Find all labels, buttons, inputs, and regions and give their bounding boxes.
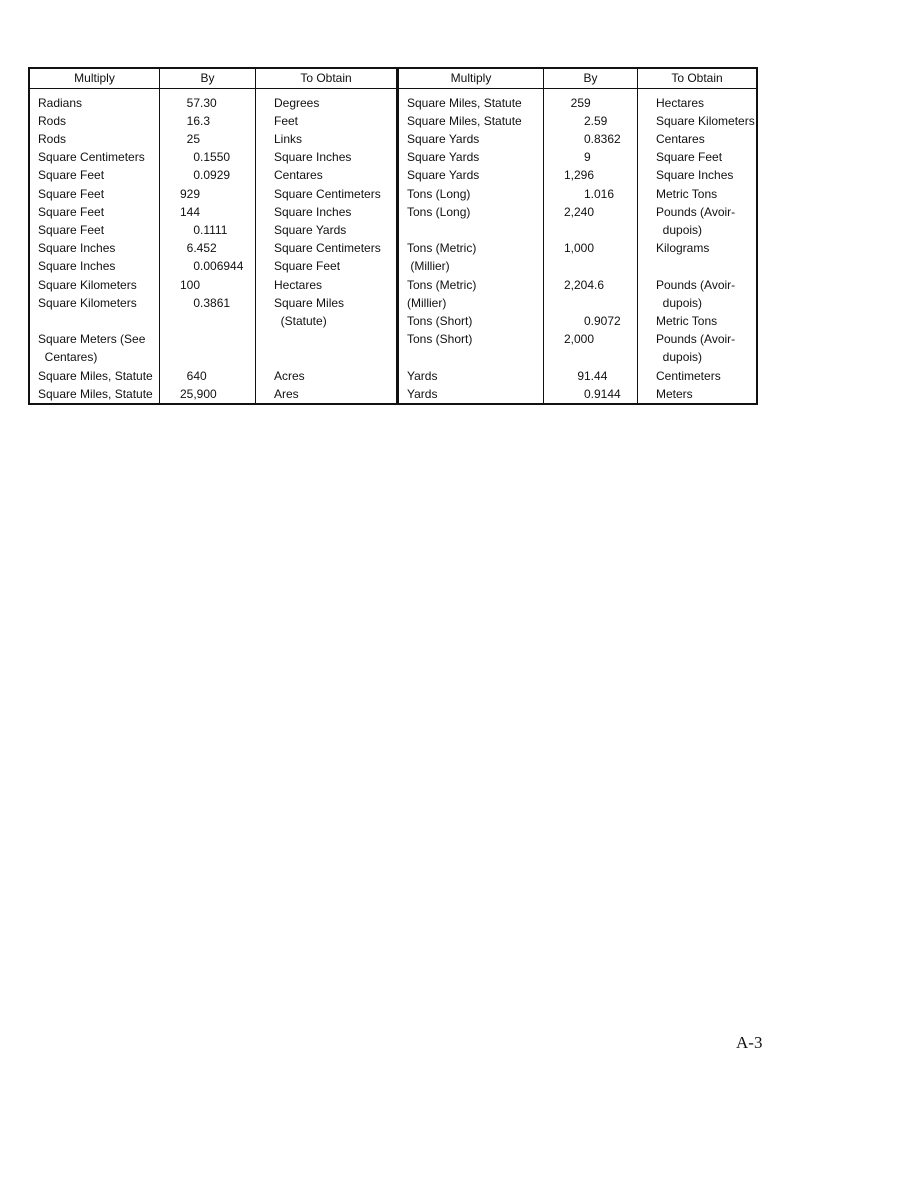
table-left-half: [30, 69, 399, 403]
multiply-cell: Tons (Short): [407, 313, 473, 328]
multiply-cell: Square Feet: [38, 168, 105, 183]
by-cell: 1,296: [564, 168, 595, 183]
by-cell: 1.016: [564, 186, 615, 201]
header-row-right: [399, 69, 756, 89]
to-obtain-cell: Square Centimeters: [274, 241, 381, 256]
to-obtain-cell: Metric Tons: [656, 186, 718, 201]
to-obtain-cell: Square Inches: [274, 150, 352, 165]
to-obtain-cell: Square Feet: [656, 150, 723, 165]
to-obtain-cell: Ares: [274, 386, 299, 401]
multiply-cell: Yards: [407, 368, 438, 383]
multiply-cell: Square Feet: [38, 186, 105, 201]
to-obtain-cell: Acres: [274, 368, 305, 383]
by-cell: [160, 312, 255, 330]
to-obtain-cell: Meters: [656, 386, 693, 401]
header-by-left: By: [160, 69, 256, 88]
to-obtain-cell: dupois): [656, 350, 703, 365]
by-cell: 0.006944: [180, 259, 244, 274]
multiply-cell: Square Feet: [38, 204, 105, 219]
by-cell: 25: [180, 131, 201, 146]
to-obtain-cell: Links: [274, 131, 303, 146]
by-cell: 100: [180, 277, 201, 292]
multiply-cell: Square Inches: [38, 259, 116, 274]
by-cell: 25,900: [180, 386, 217, 401]
by-cell: 0.1111: [180, 222, 228, 237]
to-obtain-cell: Pounds (Avoir-: [656, 332, 736, 347]
multiply-cell: Tons (Short): [407, 332, 473, 347]
by-cell: [544, 294, 637, 312]
to-obtain-cell: dupois): [656, 295, 703, 310]
by-cell: 9: [564, 150, 591, 165]
multiply-cell: Square Miles, Statute: [407, 95, 522, 110]
multiply-cell: Square Meters (See: [38, 332, 146, 347]
to-obtain-cell: Feet: [274, 113, 299, 128]
header-row-left: [30, 69, 396, 89]
by-cell: [160, 348, 255, 366]
multiply-cell: Tons (Long): [407, 186, 471, 201]
to-obtain-cell: [638, 257, 756, 275]
by-cell: 2,000: [564, 332, 595, 347]
to-obtain-cell: Kilograms: [656, 241, 710, 256]
page-number: A-3: [736, 1033, 763, 1052]
by-cell: 144: [180, 204, 201, 219]
by-cell: [160, 330, 255, 348]
multiply-cell: Square Yards: [407, 150, 480, 165]
multiply-cell: Square Yards: [407, 131, 480, 146]
by-cell: 6.452: [180, 241, 217, 256]
by-cell: 2,204.6: [564, 277, 605, 292]
column-by-left: [160, 89, 256, 403]
multiply-cell: Tons (Metric): [407, 241, 477, 256]
to-obtain-cell: Degrees: [274, 95, 320, 110]
by-cell: 0.9144: [564, 386, 621, 401]
by-cell: 640: [180, 368, 207, 383]
by-cell: 0.9072: [564, 313, 621, 328]
by-cell: 0.0929: [180, 168, 231, 183]
multiply-cell: Square Centimeters: [38, 150, 145, 165]
header-by-right: By: [544, 69, 638, 88]
to-obtain-cell: [256, 330, 396, 348]
to-obtain-cell: Centimeters: [656, 368, 721, 383]
multiply-cell: Tons (Metric): [407, 277, 477, 292]
multiply-cell: [399, 348, 543, 366]
multiply-cell: Rods: [38, 131, 67, 146]
multiply-cell: Square Yards: [407, 168, 480, 183]
by-cell: 2.59: [564, 113, 608, 128]
multiply-cell: Square Feet: [38, 222, 105, 237]
multiply-cell: (Millier): [407, 259, 450, 274]
to-obtain-cell: Hectares: [656, 95, 705, 110]
multiply-cell: Square Kilometers: [38, 295, 137, 310]
by-cell: 0.3861: [180, 295, 231, 310]
multiply-cell: Radians: [38, 95, 83, 110]
to-obtain-cell: Square Yards: [274, 222, 347, 237]
multiply-cell: Square Miles, Statute: [38, 386, 153, 401]
multiply-cell: Square Inches: [38, 241, 116, 256]
to-obtain-cell: Pounds (Avoir-: [656, 277, 736, 292]
to-obtain-cell: Square Inches: [656, 168, 734, 183]
to-obtain-cell: Square Kilometers: [656, 113, 755, 128]
multiply-cell: Square Miles, Statute: [407, 113, 522, 128]
multiply-cell: Square Miles, Statute: [38, 368, 153, 383]
by-cell: 1,000: [564, 241, 595, 256]
to-obtain-cell: Square Centimeters: [274, 186, 381, 201]
by-cell: 57.30: [180, 95, 217, 110]
header-multiply-left: Multiply: [30, 69, 160, 88]
multiply-cell: [399, 221, 543, 239]
to-obtain-cell: (Statute): [274, 313, 327, 328]
to-obtain-cell: Square Miles: [274, 295, 345, 310]
to-obtain-cell: Hectares: [274, 277, 323, 292]
multiply-cell: Square Kilometers: [38, 277, 137, 292]
multiply-cell: Rods: [38, 113, 67, 128]
multiply-cell: [30, 312, 159, 330]
column-to-obtain-right: [638, 89, 756, 403]
by-cell: [544, 221, 637, 239]
column-multiply-left: [30, 89, 160, 403]
column-multiply-right: [399, 89, 544, 403]
by-cell: [544, 348, 637, 366]
by-cell: 0.8362: [564, 131, 621, 146]
multiply-cell: Centares): [38, 350, 98, 365]
to-obtain-cell: Square Feet: [274, 259, 341, 274]
by-cell: [544, 257, 637, 275]
table-right-half: [399, 69, 756, 403]
multiply-cell: Yards: [407, 386, 438, 401]
header-to-obtain-right: To Obtain: [671, 71, 723, 86]
by-cell: 2,240: [564, 204, 595, 219]
column-by-right: [544, 89, 638, 403]
conversion-table: [28, 67, 758, 405]
by-cell: 91.44: [564, 368, 608, 383]
to-obtain-cell: [256, 348, 396, 366]
to-obtain-cell: dupois): [656, 222, 703, 237]
multiply-cell: (Millier): [407, 295, 447, 310]
header-to-obtain-left: To Obtain: [300, 71, 352, 86]
column-to-obtain-left: [256, 89, 396, 403]
to-obtain-cell: Centares: [274, 168, 323, 183]
by-cell: 259: [564, 95, 591, 110]
to-obtain-cell: Centares: [656, 131, 705, 146]
by-cell: 16.3: [180, 113, 211, 128]
by-cell: 0.1550: [180, 150, 231, 165]
by-cell: 929: [180, 186, 201, 201]
to-obtain-cell: Square Inches: [274, 204, 352, 219]
multiply-cell: Tons (Long): [407, 204, 471, 219]
to-obtain-cell: Pounds (Avoir-: [656, 204, 736, 219]
header-multiply-right: Multiply: [399, 69, 544, 88]
to-obtain-cell: Metric Tons: [656, 313, 718, 328]
